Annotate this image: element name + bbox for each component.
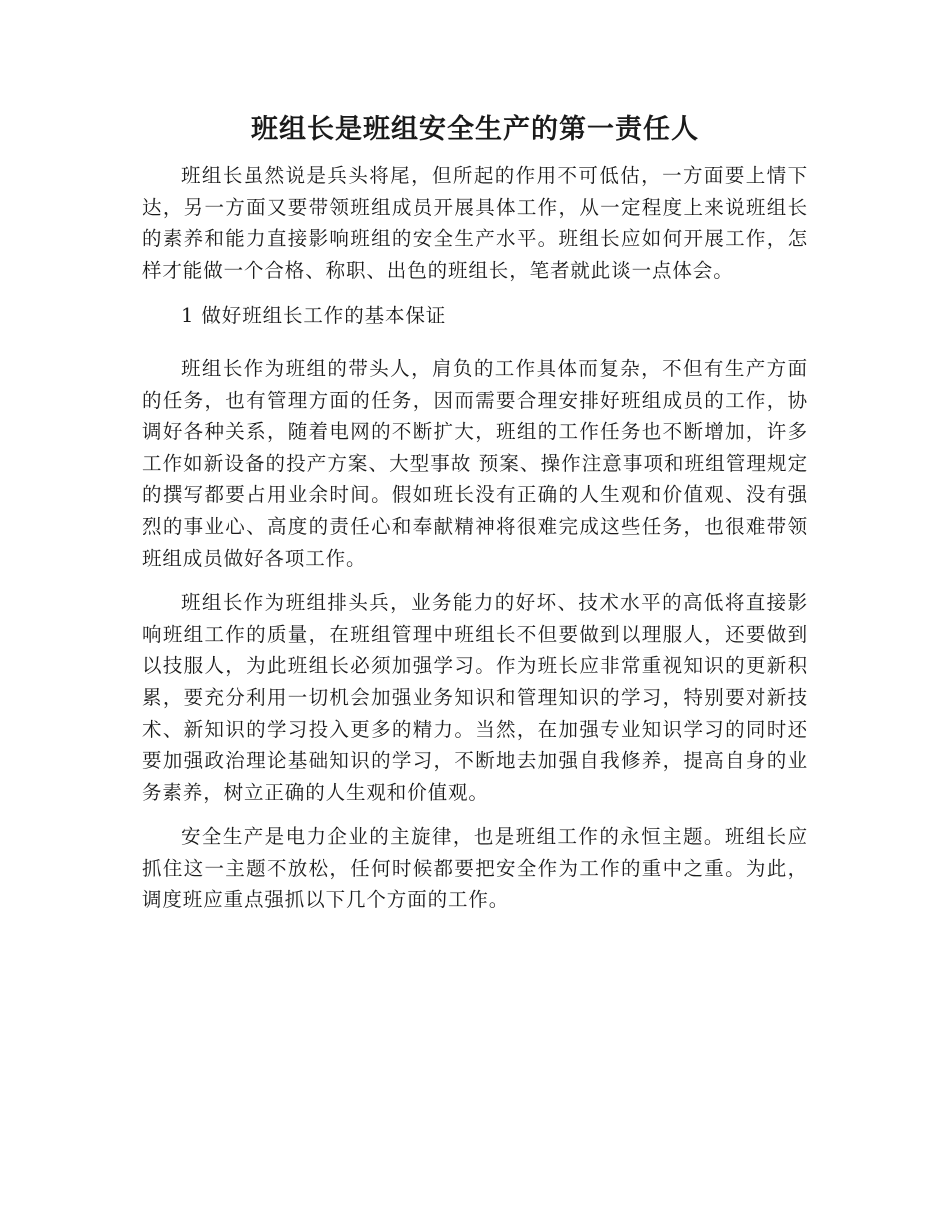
body-paragraph: 班组长作为班组排头兵，业务能力的好坏、技术水平的高低将直接影响班组工作的质量，在班组管理中班组长不但要做到以理服人，还要做到以技服人，为此班组长必须加强学习。作为班长应非常重视知识的更新积累，要充分利用一切机会加强业务知识和管理知识的学习，特别要对新技术、新知识的学习投入更多的精力。当然，在加强专业知识学习的同时还要加强政治理论基础知识的学习，不断地去加强自我修养，提高自身的业务素养，树立正确的人生观和价值观。 — [142, 591, 808, 804]
intro-paragraph: 班组长虽然说是兵头将尾，但所起的作用不可低估，一方面要上情下达，另一方面又要带领班组成员开展具体工作，从一定程度上来说班组长的素养和能力直接影响班组的安全生产水平。班组长应如何开展工作，怎样才能做一个合格、称职、出色的班组长，笔者就此谈一点体会。 — [142, 164, 808, 282]
document-title: 班组长是班组安全生产的第一责任人 — [251, 114, 699, 145]
document-body — [142, 108, 808, 929]
section-heading: 1 做好班组长工作的基本保证 — [181, 304, 447, 328]
body-paragraph: 班组长作为班组的带头人，肩负的工作具体而复杂，不但有生产方面的任务，也有管理方面的任务，因而需要合理安排好班组成员的工作，协调好各种关系，随着电网的不断扩大，班组的工作任务也不断增加，许多工作如新设备的投产方案、大型事故 预案、操作注意事项和班组管理规定的撰写都要占用业余时间。假如班长没有正确的人生观和价值观、没有强烈的事业心、高度的责任心和奉献精神将很难完成这些任务，也很难带领班组成员做好各项工作。 — [142, 356, 808, 570]
body-paragraph: 安全生产是电力企业的主旋律，也是班组工作的永恒主题。班组长应抓住这一主题不放松，任何时候都要把安全作为工作的重中之重。为此，调度班应重点强抓以下几个方面的工作。 — [142, 825, 808, 912]
